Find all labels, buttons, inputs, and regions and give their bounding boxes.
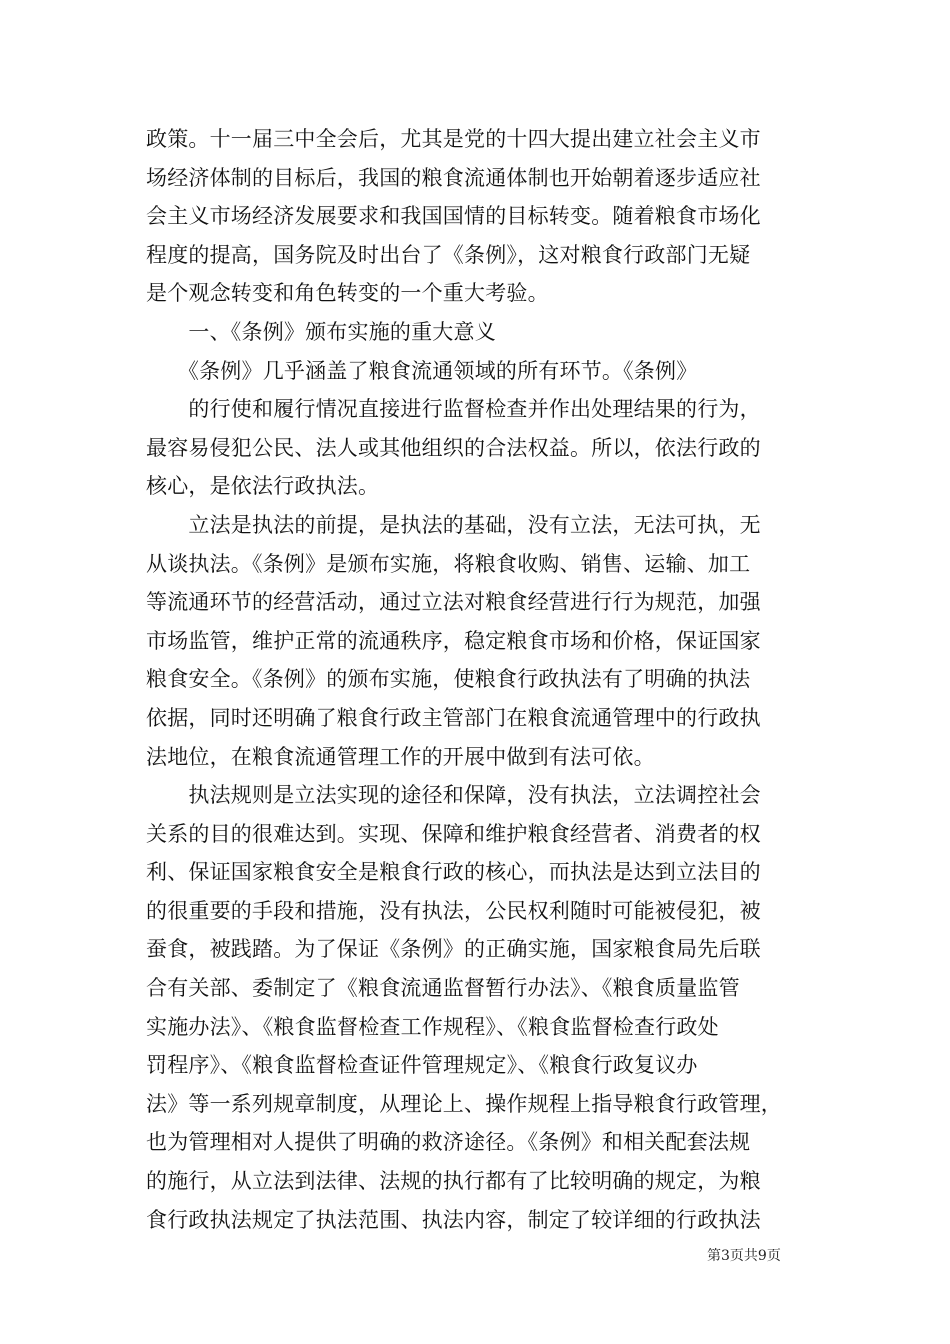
page-number-footer: 第3页共9页 bbox=[707, 1248, 781, 1264]
text-line: 罚程序》、《粮食监督检查证件管理规定》、《粮食行政复议办 bbox=[146, 1053, 698, 1078]
text-line: 粮食安全。《条例》的颁布实施，使粮食行政执法有了明确的执法 bbox=[146, 667, 751, 692]
text-line: 利、保证国家粮食安全是粮食行政的核心，而执法是达到立法目的 bbox=[146, 860, 761, 885]
text-line: 政策。十一届三中全会后，尤其是党的十四大提出建立社会主义市 bbox=[146, 127, 761, 151]
text-line: 合有关部、委制定了《粮食流通监督暂行办法》、《粮食质量监管 bbox=[146, 976, 740, 1001]
text-line: 实施办法》、《粮食监督检查工作规程》、《粮食监督检查行政处 bbox=[146, 1014, 719, 1039]
text-line: 的很重要的手段和措施，没有执法，公民权利随时可能被侵犯，被 bbox=[146, 898, 761, 923]
section-heading: 一、《条例》颁布实施的重大意义 bbox=[146, 319, 496, 344]
text-line: 法》等一系列规章制度，从理论上、操作规程上指导粮食行政管理， bbox=[146, 1091, 782, 1116]
text-line: 是个观念转变和角色转变的一个重大考验。 bbox=[146, 281, 549, 306]
text-line: 也为管理相对人提供了明确的救济途径。《条例》和相关配套法规 bbox=[146, 1130, 751, 1155]
text-line: 场经济体制的目标后，我国的粮食流通体制也开始朝着逐步适应社 bbox=[146, 165, 761, 190]
text-line: 会主义市场经济发展要求和我国国情的目标转变。随着粮食市场化 bbox=[146, 204, 761, 229]
text-line: 立法是执法的前提，是执法的基础，没有立法，无法可执，无 bbox=[146, 512, 761, 537]
text-line: 执法规则是立法实现的途径和保障，没有执法，立法调控社会 bbox=[146, 783, 761, 808]
text-line: 程度的提高，国务院及时出台了《条例》，这对粮食行政部门无疑 bbox=[146, 242, 751, 267]
text-line: 最容易侵犯公民、法人或其他组织的合法权益。所以，依法行政的 bbox=[146, 435, 761, 460]
text-line: 的行使和履行情况直接进行监督检查并作出处理结果的行为， bbox=[146, 397, 761, 422]
document-body bbox=[146, 120, 814, 1239]
text-line: 从谈执法。《条例》是颁布实施，将粮食收购、销售、运输、加工 bbox=[146, 551, 751, 576]
text-line: 法地位，在粮食流通管理工作的开展中做到有法可依。 bbox=[146, 744, 655, 769]
text-line: 食行政执法规定了执法范围、执法内容，制定了较详细的行政执法 bbox=[146, 1207, 761, 1232]
text-line: 的施行，从立法到法律、法规的执行都有了比较明确的规定，为粮 bbox=[146, 1169, 761, 1194]
text-line: 市场监管，维护正常的流通秩序，稳定粮食市场和价格，保证国家 bbox=[146, 628, 761, 653]
text-line: 等流通环节的经营活动，通过立法对粮食经营进行行为规范，加强 bbox=[146, 590, 761, 615]
text-line: 关系的目的很难达到。实现、保障和维护粮食经营者、消费者的权 bbox=[146, 821, 761, 846]
text-line: 依据，同时还明确了粮食行政主管部门在粮食流通管理中的行政执 bbox=[146, 705, 761, 730]
text-line: 核心，是依法行政执法。 bbox=[146, 474, 380, 499]
text-line: 《条例》几乎涵盖了粮食流通领域的所有环节。《条例》 bbox=[146, 358, 698, 383]
text-line: 蚕食，被践踏。为了保证《条例》的正确实施，国家粮食局先后联 bbox=[146, 937, 761, 962]
